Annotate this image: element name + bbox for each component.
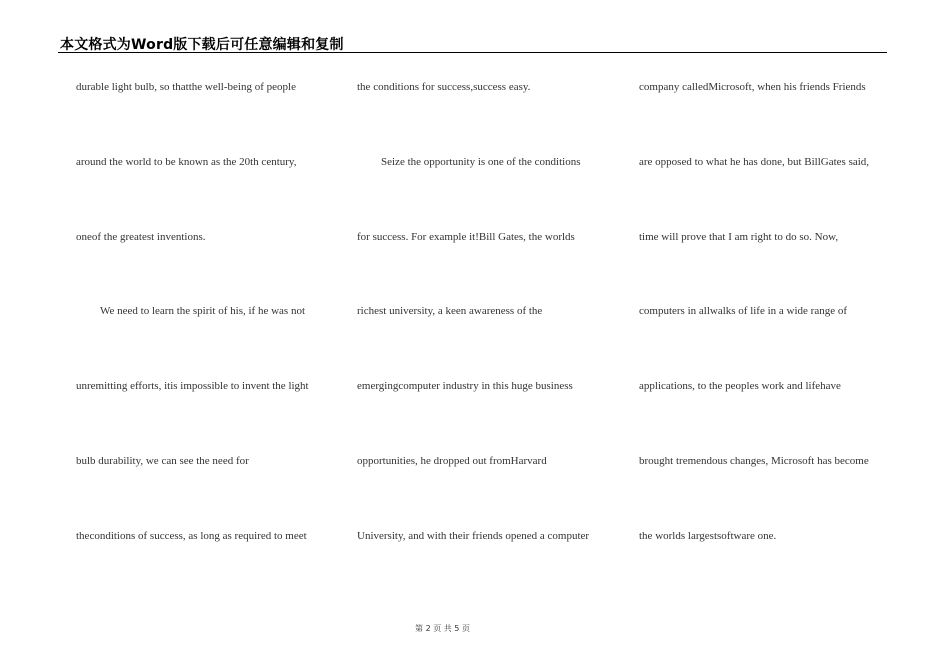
text-line: durable light bulb, so thatthe well-being of people: [76, 81, 296, 93]
text-line: Seize the opportunity is one of the conditions: [381, 156, 581, 168]
text-line: are opposed to what he has done, but BillGates said,: [639, 156, 870, 168]
document-header-title: 本文格式为Word版下载后可任意编辑和复制: [60, 37, 344, 53]
text-line: the worlds largestsoftware one.: [639, 530, 777, 542]
text-line: oneof the greatest inventions.: [76, 231, 206, 243]
text-line: We need to learn the spirit of his, if he was not: [100, 305, 306, 317]
page-number-footer: 第 2 页 共 5 页: [415, 624, 470, 633]
text-line: opportunities, he dropped out fromHarvard: [357, 455, 547, 467]
text-line: brought tremendous changes, Microsoft has become: [639, 455, 869, 467]
text-line: emergingcomputer industry in this huge business: [357, 380, 573, 392]
text-line: the conditions for success,success easy.: [357, 81, 531, 93]
text-line: theconditions of success, as long as required to meet: [76, 530, 307, 542]
text-line: University, and with their friends opened a computer: [357, 530, 590, 542]
text-line: time will prove that I am right to do so. Now,: [639, 231, 839, 243]
header-divider: [58, 52, 887, 53]
text-line: computers in allwalks of life in a wide range of: [639, 305, 848, 317]
text-line: unremitting efforts, itis impossible to invent the light: [76, 380, 309, 392]
text-line: for success. For example it!Bill Gates, the worlds: [357, 231, 575, 243]
text-line: applications, to the peoples work and lifehave: [639, 380, 841, 392]
text-line: around the world to be known as the 20th century,: [76, 156, 297, 168]
text-line: company calledMicrosoft, when his friends Friends: [639, 81, 866, 93]
text-line: bulb durability, we can see the need for: [76, 455, 249, 467]
text-line: richest university, a keen awareness of the: [357, 305, 543, 317]
